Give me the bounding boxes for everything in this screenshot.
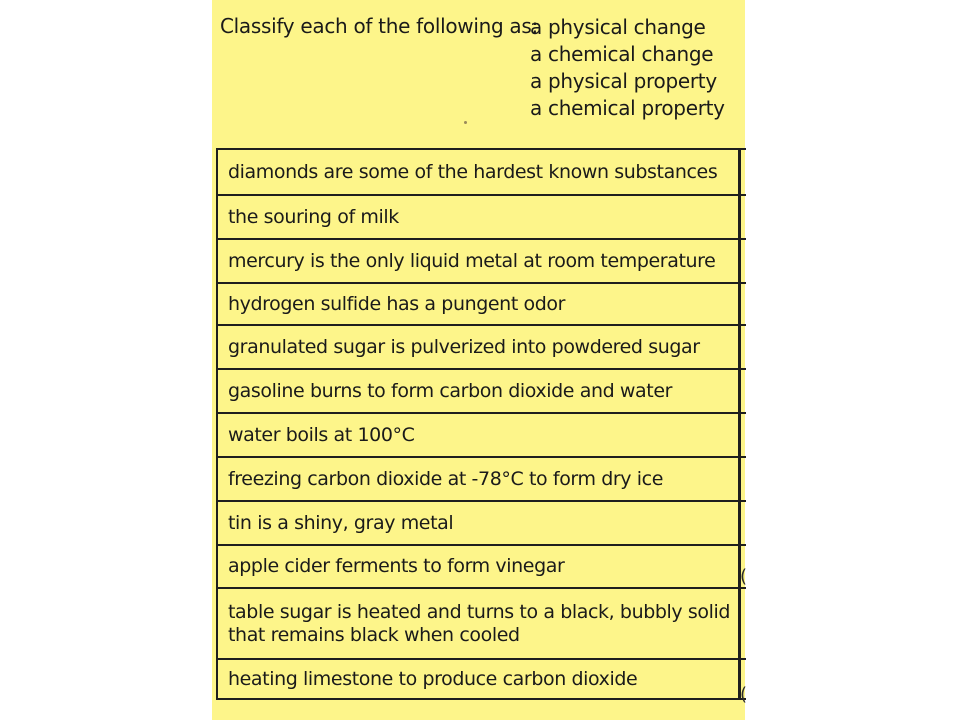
table-row xyxy=(218,150,746,196)
table-row xyxy=(218,546,746,589)
table-row xyxy=(218,196,746,240)
table-row xyxy=(218,326,746,370)
answer-column-edge xyxy=(738,150,741,700)
table-row xyxy=(218,284,746,326)
cut-off-mark: ( xyxy=(740,684,748,705)
item-text: tin is a shiny, gray metal xyxy=(228,511,454,534)
table-row xyxy=(218,414,746,458)
item-text: diamonds are some of the hardest known substances xyxy=(228,160,718,183)
classification-options xyxy=(530,14,725,122)
worksheet-scan xyxy=(212,0,748,720)
table-row xyxy=(218,589,746,660)
items-table xyxy=(216,148,746,700)
item-text: granulated sugar is pulverized into powdered sugar xyxy=(228,335,700,358)
item-text: table sugar is heated and turns to a black, bubbly solid that remains black when cooled xyxy=(228,600,731,646)
paper-speck xyxy=(464,121,467,124)
option-chemical-property: a chemical property xyxy=(530,96,725,120)
table-row xyxy=(218,240,746,284)
instruction-prompt: Classify each of the following as: xyxy=(220,14,538,38)
option-physical-property: a physical property xyxy=(530,69,717,93)
item-text: heating limestone to produce carbon dioxide xyxy=(228,667,638,690)
worksheet-header xyxy=(220,10,740,130)
item-text: hydrogen sulfide has a pungent odor xyxy=(228,292,566,315)
cut-off-mark: ( xyxy=(740,566,748,587)
item-text: mercury is the only liquid metal at room temperature xyxy=(228,249,716,272)
option-chemical-change: a chemical change xyxy=(530,42,714,66)
table-row xyxy=(218,458,746,502)
table-row xyxy=(218,660,746,700)
item-text: the souring of milk xyxy=(228,205,399,228)
table-row xyxy=(218,502,746,546)
item-text: freezing carbon dioxide at -78°C to form dry ice xyxy=(228,467,664,490)
item-text: gasoline burns to form carbon dioxide and water xyxy=(228,379,673,402)
item-text: apple cider ferments to form vinegar xyxy=(228,555,565,577)
item-text: water boils at 100°C xyxy=(228,423,415,446)
option-physical-change: a physical change xyxy=(530,15,706,39)
table-row xyxy=(218,370,746,414)
